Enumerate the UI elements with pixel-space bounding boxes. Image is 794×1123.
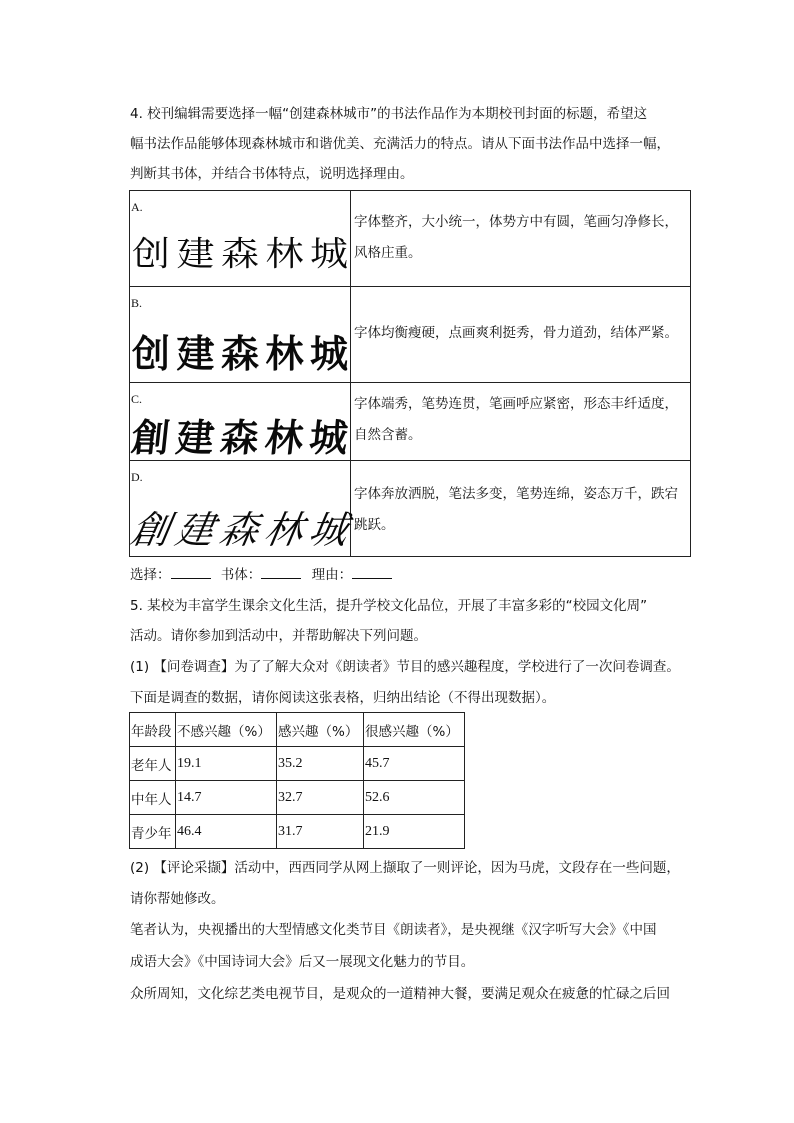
callig-char: 林 <box>265 331 304 376</box>
q4-line-1: 4. 校刊编辑需要选择一幅“创建森林城市”的书法作品作为本期校刊封面的标题，希望这 <box>130 106 648 122</box>
table-cell: 中年人 <box>130 781 176 815</box>
table-cell: 31.7 <box>277 815 364 849</box>
callig-char: 城 <box>309 233 348 274</box>
option-a-calligraphy <box>132 226 348 276</box>
q4-line-2: 幅书法作品能够体现森林城市和谐优美、充满活力的特点。请从下面书法作品中选择一幅， <box>130 136 670 152</box>
q5-sub1-line-1: (1) 【问卷调查】为了了解大众对《朗读者》节目的感兴趣程度，学校进行了一次问卷调查。 <box>130 659 680 675</box>
callig-char: 城 <box>309 331 348 376</box>
callig-char: 林 <box>262 415 306 460</box>
option-b-image <box>130 287 351 383</box>
table-cell: 46.4 <box>176 815 277 849</box>
q4-line-3: 判断其书体，并结合书体特点，说明选择理由。 <box>130 166 414 182</box>
table-cell: 35.2 <box>277 747 364 781</box>
option-c-letter: C. <box>131 392 143 406</box>
callig-char: 森 <box>218 415 262 460</box>
q5-sub2-line-1: (2) 【评论采撷】活动中，西西同学从网上撷取了一则评论，因为马虎，文段存在一些问题， <box>130 860 680 876</box>
header-cell: 很感兴趣（%） <box>364 713 465 747</box>
q4-answer-line <box>130 564 392 585</box>
answer-font-blank[interactable] <box>261 564 301 579</box>
table-cell: 19.1 <box>176 747 277 781</box>
q5-paragraph-2-line-1: 众所周知，文化综艺类电视节目，是观众的一道精神大餐，要满足观众在疲惫的忙碌之后回 <box>130 986 670 1002</box>
header-cell: 感兴趣（%） <box>277 713 364 747</box>
callig-char: 建 <box>171 508 218 552</box>
callig-char: 建 <box>176 331 215 376</box>
option-d-letter: D. <box>131 470 143 484</box>
callig-char: 城 <box>307 415 351 460</box>
callig-char: 森 <box>220 233 259 274</box>
option-b-calligraphy <box>132 323 348 378</box>
table-cell: 45.7 <box>364 747 465 781</box>
header-cell: 不感兴趣（%） <box>176 713 277 747</box>
callig-char: 创 <box>132 331 171 376</box>
answer-select-label: 选择： <box>130 567 171 583</box>
callig-char: 創 <box>127 508 174 552</box>
option-a-description: 字体整齐，大小统一，体势方中有圆，笔画匀净修长，风格庄重。 <box>351 191 691 287</box>
callig-char: 森 <box>216 508 263 552</box>
answer-select-blank[interactable] <box>171 564 211 579</box>
survey-row <box>130 747 465 781</box>
q5-line-2: 活动。请你参加到活动中，并帮助解决下列问题。 <box>130 628 427 644</box>
answer-reason-label: 理由： <box>311 567 353 583</box>
survey-header-row <box>130 713 465 747</box>
survey-table <box>129 712 465 849</box>
option-b-letter: B. <box>131 296 143 310</box>
callig-char: 建 <box>173 415 217 460</box>
option-a-image <box>130 191 351 287</box>
table-cell: 老年人 <box>130 747 176 781</box>
q5-sub1-line-2: 下面是调查的数据，请你阅读这张表格，归纳出结论（不得出现数据）。 <box>130 690 556 706</box>
callig-char: 建 <box>176 233 215 274</box>
table-cell: 32.7 <box>277 781 364 815</box>
header-cell: 年龄段 <box>130 713 176 747</box>
option-c-calligraphy <box>129 407 351 462</box>
option-c-image <box>130 383 351 461</box>
option-row-b <box>130 287 691 383</box>
table-cell: 14.7 <box>176 781 277 815</box>
q5-line-1: 5. 某校为丰富学生课余文化生活，提升学校文化品位，开展了丰富多彩的“校园文化周” <box>130 598 648 614</box>
table-cell: 青少年 <box>130 815 176 849</box>
calligraphy-options-table <box>129 190 691 557</box>
option-row-d <box>130 461 691 557</box>
option-b-description: 字体均衡瘦硬，点画爽利挺秀，骨力道劲，结体严紧。 <box>351 287 691 383</box>
option-row-a <box>130 191 691 287</box>
option-row-c <box>130 383 691 461</box>
survey-row <box>130 815 465 849</box>
option-d-description: 字体奔放洒脱，笔法多变，笔势连绵，姿态万千，跌宕跳跃。 <box>351 461 691 557</box>
survey-row <box>130 781 465 815</box>
callig-char: 林 <box>265 233 304 274</box>
table-cell: 52.6 <box>364 781 465 815</box>
option-a-letter: A. <box>131 200 143 214</box>
callig-char: 森 <box>220 331 259 376</box>
option-c-description: 字体端秀，笔势连贯，笔画呼应紧密，形态丰纤适度，自然含蓄。 <box>351 383 691 461</box>
q5-paragraph-1-line-2: 成语大会》《中国诗词大会》后又一展现文化魅力的节目。 <box>130 954 475 970</box>
q5-paragraph-1-line-1: 笔者认为，央视播出的大型情感文化类节目《朗读者》，是央视继《汉字听写大会》《中国 <box>130 922 657 938</box>
callig-char: 创 <box>132 233 171 274</box>
answer-reason-blank[interactable] <box>352 564 392 579</box>
q5-sub2-line-2: 请你帮她修改。 <box>130 891 225 907</box>
callig-char: 創 <box>129 415 173 460</box>
callig-char: 林 <box>260 508 307 552</box>
table-cell: 21.9 <box>364 815 465 849</box>
option-d-calligraphy <box>127 499 353 554</box>
answer-font-label: 书体： <box>220 567 262 583</box>
option-d-image <box>127 461 352 557</box>
callig-char: 城 <box>305 508 352 552</box>
